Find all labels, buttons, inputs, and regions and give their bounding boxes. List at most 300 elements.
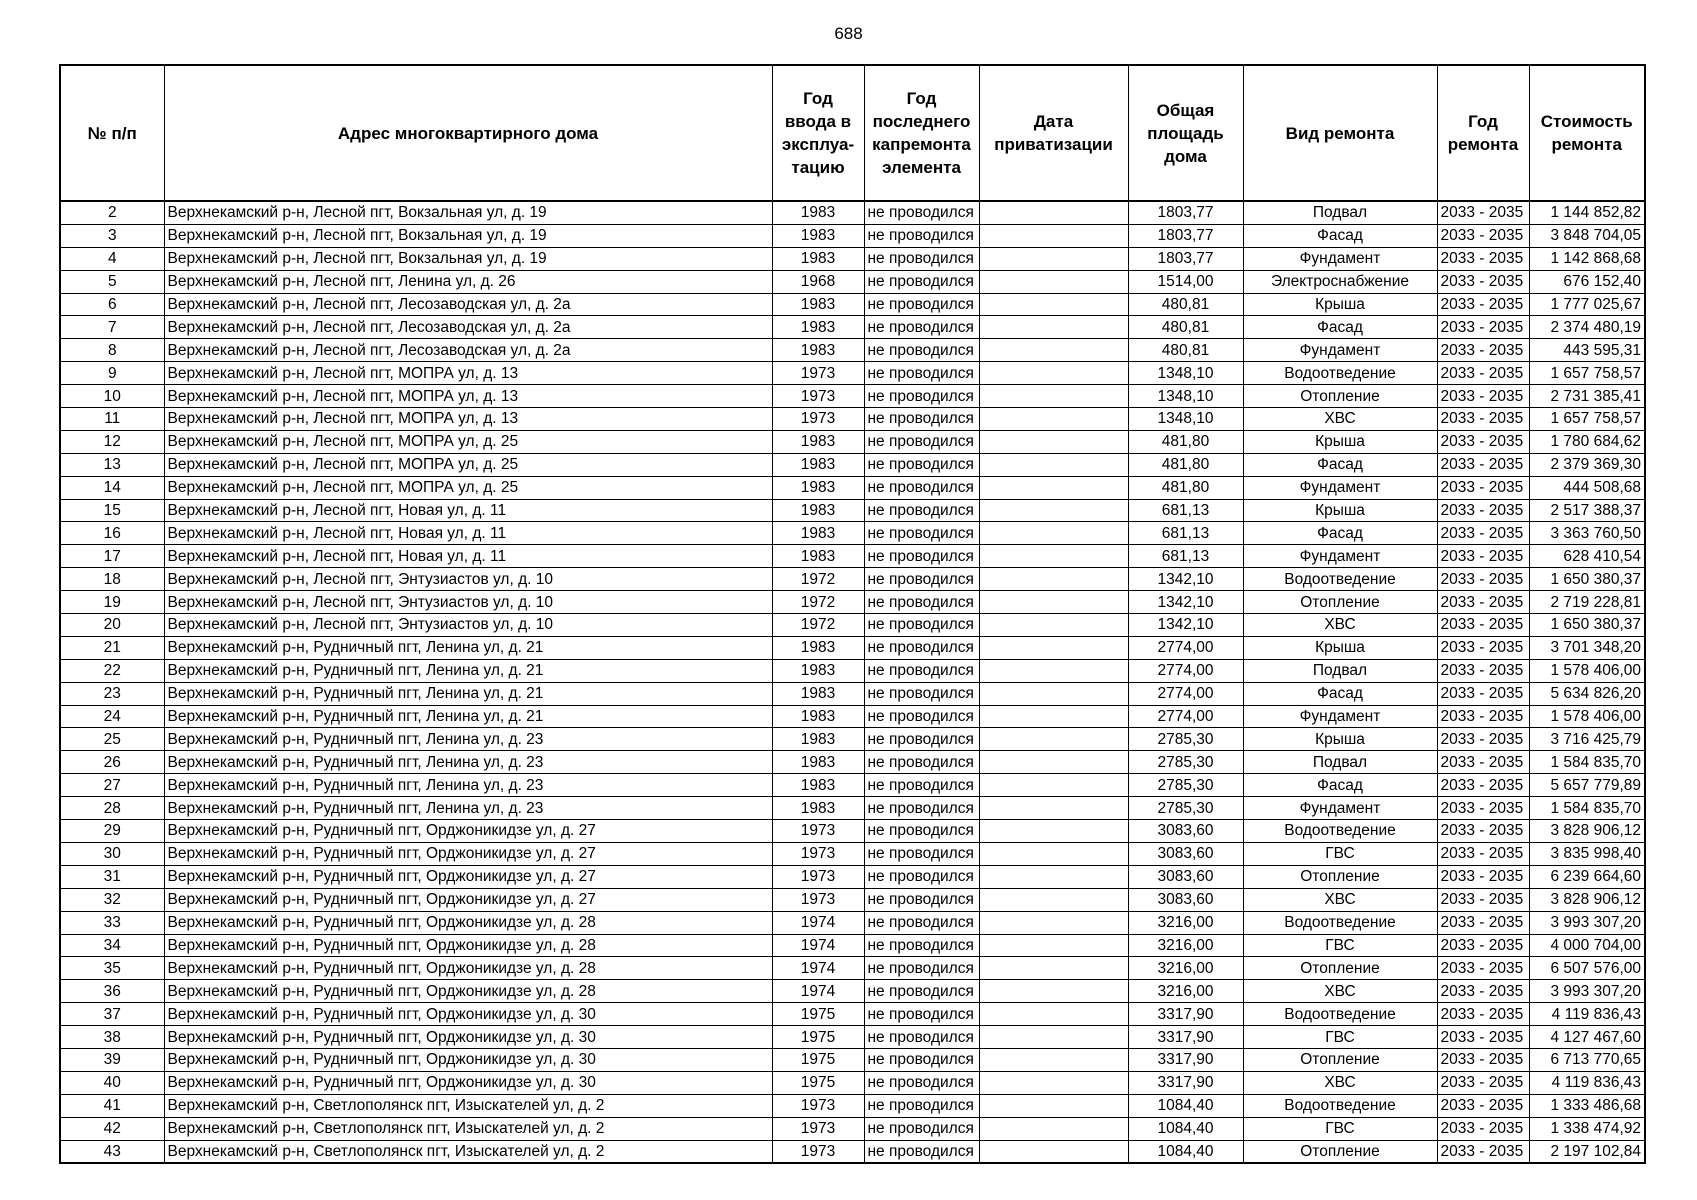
header-privatization: Дата приватизации [979, 65, 1128, 201]
cell-privatization [979, 842, 1128, 865]
cell-address: Верхнекамский р-н, Лесной пгт, Лесозаводская ул, д. 2а [164, 293, 772, 316]
cell-repair-type: Подвал [1243, 659, 1437, 682]
cell-area: 3083,60 [1128, 888, 1243, 911]
cell-num: 18 [60, 568, 164, 591]
cell-cost: 3 993 307,20 [1529, 911, 1645, 934]
cell-address: Верхнекамский р-н, Светлополянск пгт, Изыскателей ул, д. 2 [164, 1140, 772, 1163]
cell-area: 2785,30 [1128, 774, 1243, 797]
cell-num: 3 [60, 224, 164, 247]
cell-area: 2774,00 [1128, 682, 1243, 705]
cell-address: Верхнекамский р-н, Рудничный пгт, Орджоникидзе ул, д. 30 [164, 1071, 772, 1094]
table-row [60, 385, 1645, 408]
cell-area: 1803,77 [1128, 247, 1243, 270]
table-row [60, 1026, 1645, 1049]
cell-cost: 2 731 385,41 [1529, 385, 1645, 408]
cell-num: 24 [60, 705, 164, 728]
cell-area: 1348,10 [1128, 408, 1243, 431]
cell-repair-year: 2033 - 2035 [1437, 842, 1529, 865]
cell-repair-year: 2033 - 2035 [1437, 682, 1529, 705]
table-row [60, 682, 1645, 705]
header-num: № п/п [60, 65, 164, 201]
cell-area: 1348,10 [1128, 362, 1243, 385]
cell-num: 34 [60, 934, 164, 957]
cell-cost: 6 239 664,60 [1529, 865, 1645, 888]
cell-num: 38 [60, 1026, 164, 1049]
cell-area: 1342,10 [1128, 591, 1243, 614]
cell-repair-year: 2033 - 2035 [1437, 545, 1529, 568]
cell-privatization [979, 247, 1128, 270]
cell-area: 2774,00 [1128, 705, 1243, 728]
table-row [60, 888, 1645, 911]
cell-num: 12 [60, 430, 164, 453]
cell-last-repair: не проводился [864, 545, 979, 568]
cell-privatization [979, 659, 1128, 682]
table-row [60, 339, 1645, 362]
cell-privatization [979, 774, 1128, 797]
cell-repair-type: Крыша [1243, 728, 1437, 751]
cell-cost: 3 993 307,20 [1529, 980, 1645, 1003]
cell-privatization [979, 408, 1128, 431]
cell-area: 1803,77 [1128, 224, 1243, 247]
cell-privatization [979, 957, 1128, 980]
cell-num: 2 [60, 201, 164, 224]
cell-year-built: 1983 [772, 751, 864, 774]
cell-repair-year: 2033 - 2035 [1437, 453, 1529, 476]
cell-num: 39 [60, 1048, 164, 1071]
cell-repair-year: 2033 - 2035 [1437, 293, 1529, 316]
cell-address: Верхнекамский р-н, Лесной пгт, Новая ул, д. 11 [164, 499, 772, 522]
cell-cost: 3 835 998,40 [1529, 842, 1645, 865]
cell-cost: 3 828 906,12 [1529, 820, 1645, 843]
cell-repair-year: 2033 - 2035 [1437, 362, 1529, 385]
cell-repair-year: 2033 - 2035 [1437, 934, 1529, 957]
cell-area: 1342,10 [1128, 614, 1243, 637]
cell-cost: 444 508,68 [1529, 476, 1645, 499]
cell-privatization [979, 911, 1128, 934]
cell-repair-type: Отопление [1243, 957, 1437, 980]
cell-address: Верхнекамский р-н, Лесной пгт, МОПРА ул, д. 13 [164, 408, 772, 431]
cell-year-built: 1983 [772, 293, 864, 316]
cell-privatization [979, 1117, 1128, 1140]
cell-num: 40 [60, 1071, 164, 1094]
cell-repair-type: Подвал [1243, 751, 1437, 774]
cell-cost: 1 777 025,67 [1529, 293, 1645, 316]
table-row [60, 1071, 1645, 1094]
cell-last-repair: не проводился [864, 705, 979, 728]
table-row [60, 636, 1645, 659]
cell-last-repair: не проводился [864, 591, 979, 614]
cell-last-repair: не проводился [864, 682, 979, 705]
cell-area: 481,80 [1128, 453, 1243, 476]
cell-repair-type: Фундамент [1243, 797, 1437, 820]
cell-num: 13 [60, 453, 164, 476]
cell-privatization [979, 362, 1128, 385]
table-row [60, 591, 1645, 614]
cell-year-built: 1983 [772, 636, 864, 659]
cell-num: 19 [60, 591, 164, 614]
table-row [60, 476, 1645, 499]
cell-privatization [979, 1140, 1128, 1163]
cell-address: Верхнекамский р-н, Лесной пгт, Ленина ул, д. 26 [164, 270, 772, 293]
cell-repair-type: Фасад [1243, 522, 1437, 545]
cell-num: 8 [60, 339, 164, 362]
cell-cost: 1 657 758,57 [1529, 408, 1645, 431]
cell-num: 35 [60, 957, 164, 980]
cell-repair-type: Отопление [1243, 1048, 1437, 1071]
cell-privatization [979, 934, 1128, 957]
cell-address: Верхнекамский р-н, Лесной пгт, Новая ул, д. 11 [164, 545, 772, 568]
cell-area: 3216,00 [1128, 934, 1243, 957]
table-row [60, 1117, 1645, 1140]
cell-address: Верхнекамский р-н, Рудничный пгт, Орджоникидзе ул, д. 30 [164, 1048, 772, 1071]
cell-privatization [979, 591, 1128, 614]
cell-privatization [979, 1026, 1128, 1049]
cell-privatization [979, 751, 1128, 774]
table-row [60, 774, 1645, 797]
cell-repair-year: 2033 - 2035 [1437, 751, 1529, 774]
cell-year-built: 1973 [772, 888, 864, 911]
cell-repair-year: 2033 - 2035 [1437, 568, 1529, 591]
table-row [60, 453, 1645, 476]
cell-repair-type: Фасад [1243, 224, 1437, 247]
cell-repair-year: 2033 - 2035 [1437, 316, 1529, 339]
cell-cost: 1 650 380,37 [1529, 614, 1645, 637]
cell-address: Верхнекамский р-н, Лесной пгт, МОПРА ул, д. 25 [164, 453, 772, 476]
cell-repair-type: Фундамент [1243, 545, 1437, 568]
cell-year-built: 1973 [772, 385, 864, 408]
cell-repair-type: Крыша [1243, 499, 1437, 522]
cell-privatization [979, 682, 1128, 705]
cell-last-repair: не проводился [864, 201, 979, 224]
cell-num: 28 [60, 797, 164, 820]
cell-address: Верхнекамский р-н, Светлополянск пгт, Изыскателей ул, д. 2 [164, 1117, 772, 1140]
cell-cost: 2 379 369,30 [1529, 453, 1645, 476]
cell-repair-year: 2033 - 2035 [1437, 705, 1529, 728]
table-row [60, 430, 1645, 453]
cell-year-built: 1975 [772, 1003, 864, 1026]
cell-cost: 1 144 852,82 [1529, 201, 1645, 224]
cell-address: Верхнекамский р-н, Лесной пгт, Энтузиастов ул, д. 10 [164, 568, 772, 591]
cell-num: 27 [60, 774, 164, 797]
cell-repair-type: Крыша [1243, 293, 1437, 316]
cell-year-built: 1983 [772, 774, 864, 797]
cell-num: 15 [60, 499, 164, 522]
cell-year-built: 1983 [772, 522, 864, 545]
cell-area: 3083,60 [1128, 820, 1243, 843]
cell-cost: 6 713 770,65 [1529, 1048, 1645, 1071]
cell-year-built: 1974 [772, 911, 864, 934]
cell-repair-year: 2033 - 2035 [1437, 980, 1529, 1003]
cell-area: 3216,00 [1128, 911, 1243, 934]
cell-privatization [979, 522, 1128, 545]
cell-cost: 6 507 576,00 [1529, 957, 1645, 980]
page-number: 688 [834, 24, 863, 43]
cell-year-built: 1973 [772, 362, 864, 385]
cell-year-built: 1973 [772, 842, 864, 865]
cell-repair-year: 2033 - 2035 [1437, 408, 1529, 431]
cell-cost: 3 716 425,79 [1529, 728, 1645, 751]
table-row [60, 614, 1645, 637]
cell-year-built: 1973 [772, 1117, 864, 1140]
cell-last-repair: не проводился [864, 888, 979, 911]
cell-area: 480,81 [1128, 293, 1243, 316]
cell-cost: 3 363 760,50 [1529, 522, 1645, 545]
cell-repair-type: Фундамент [1243, 705, 1437, 728]
cell-privatization [979, 430, 1128, 453]
cell-cost: 1 142 868,68 [1529, 247, 1645, 270]
cell-year-built: 1973 [772, 820, 864, 843]
cell-last-repair: не проводился [864, 636, 979, 659]
cell-repair-type: Отопление [1243, 385, 1437, 408]
table-row [60, 1048, 1645, 1071]
cell-last-repair: не проводился [864, 728, 979, 751]
cell-repair-year: 2033 - 2035 [1437, 270, 1529, 293]
table-row [60, 659, 1645, 682]
table-row [60, 957, 1645, 980]
cell-privatization [979, 201, 1128, 224]
cell-year-built: 1973 [772, 408, 864, 431]
cell-address: Верхнекамский р-н, Рудничный пгт, Ленина ул, д. 21 [164, 682, 772, 705]
cell-repair-year: 2033 - 2035 [1437, 430, 1529, 453]
cell-repair-type: Отопление [1243, 1140, 1437, 1163]
cell-last-repair: не проводился [864, 499, 979, 522]
cell-repair-type: Водоотведение [1243, 820, 1437, 843]
cell-last-repair: не проводился [864, 247, 979, 270]
cell-num: 31 [60, 865, 164, 888]
cell-year-built: 1974 [772, 934, 864, 957]
cell-last-repair: не проводился [864, 614, 979, 637]
cell-area: 481,80 [1128, 476, 1243, 499]
cell-last-repair: не проводился [864, 476, 979, 499]
cell-num: 22 [60, 659, 164, 682]
cell-address: Верхнекамский р-н, Рудничный пгт, Ленина ул, д. 23 [164, 751, 772, 774]
cell-num: 32 [60, 888, 164, 911]
cell-repair-type: ГВС [1243, 1117, 1437, 1140]
cell-repair-year: 2033 - 2035 [1437, 636, 1529, 659]
cell-cost: 1 578 406,00 [1529, 705, 1645, 728]
cell-area: 3083,60 [1128, 842, 1243, 865]
table-row [60, 499, 1645, 522]
header-repair-type: Вид ремонта [1243, 65, 1437, 201]
cell-num: 37 [60, 1003, 164, 1026]
cell-last-repair: не проводился [864, 659, 979, 682]
cell-area: 3216,00 [1128, 957, 1243, 980]
cell-cost: 3 848 704,05 [1529, 224, 1645, 247]
cell-year-built: 1983 [772, 316, 864, 339]
cell-cost: 4 000 704,00 [1529, 934, 1645, 957]
cell-cost: 5 634 826,20 [1529, 682, 1645, 705]
cell-num: 29 [60, 820, 164, 843]
cell-num: 42 [60, 1117, 164, 1140]
cell-repair-type: ХВС [1243, 1071, 1437, 1094]
table-row [60, 1140, 1645, 1163]
table-row [60, 820, 1645, 843]
cell-year-built: 1974 [772, 957, 864, 980]
table-row [60, 751, 1645, 774]
cell-repair-type: ХВС [1243, 888, 1437, 911]
cell-repair-type: Фундамент [1243, 247, 1437, 270]
cell-year-built: 1972 [772, 568, 864, 591]
header-cost: Стоимость ремонта [1529, 65, 1645, 201]
cell-last-repair: не проводился [864, 1048, 979, 1071]
cell-last-repair: не проводился [864, 1140, 979, 1163]
cell-year-built: 1972 [772, 591, 864, 614]
cell-repair-year: 2033 - 2035 [1437, 1071, 1529, 1094]
table-row [60, 316, 1645, 339]
cell-area: 3083,60 [1128, 865, 1243, 888]
cell-repair-type: Водоотведение [1243, 362, 1437, 385]
table-row [60, 1003, 1645, 1026]
cell-area: 1348,10 [1128, 385, 1243, 408]
cell-repair-type: Электроснабжение [1243, 270, 1437, 293]
repair-table [59, 64, 1646, 1164]
cell-num: 7 [60, 316, 164, 339]
cell-area: 2774,00 [1128, 636, 1243, 659]
cell-repair-type: ГВС [1243, 934, 1437, 957]
cell-last-repair: не проводился [864, 453, 979, 476]
cell-num: 23 [60, 682, 164, 705]
cell-privatization [979, 1048, 1128, 1071]
cell-cost: 1 338 474,92 [1529, 1117, 1645, 1140]
header-area: Общая площадь дома [1128, 65, 1243, 201]
cell-address: Верхнекамский р-н, Светлополянск пгт, Изыскателей ул, д. 2 [164, 1094, 772, 1117]
cell-privatization [979, 1094, 1128, 1117]
cell-repair-year: 2033 - 2035 [1437, 659, 1529, 682]
cell-area: 681,13 [1128, 545, 1243, 568]
cell-repair-year: 2033 - 2035 [1437, 224, 1529, 247]
cell-cost: 1 584 835,70 [1529, 797, 1645, 820]
cell-privatization [979, 636, 1128, 659]
cell-address: Верхнекамский р-н, Рудничный пгт, Орджоникидзе ул, д. 27 [164, 820, 772, 843]
cell-privatization [979, 1003, 1128, 1026]
cell-repair-year: 2033 - 2035 [1437, 591, 1529, 614]
table-row [60, 293, 1645, 316]
cell-year-built: 1973 [772, 865, 864, 888]
cell-year-built: 1983 [772, 705, 864, 728]
cell-area: 3317,90 [1128, 1026, 1243, 1049]
cell-year-built: 1975 [772, 1026, 864, 1049]
cell-area: 1342,10 [1128, 568, 1243, 591]
cell-address: Верхнекамский р-н, Лесной пгт, Энтузиастов ул, д. 10 [164, 614, 772, 637]
cell-area: 1084,40 [1128, 1140, 1243, 1163]
table-row [60, 201, 1645, 224]
cell-last-repair: не проводился [864, 1117, 979, 1140]
cell-cost: 3 828 906,12 [1529, 888, 1645, 911]
cell-year-built: 1983 [772, 224, 864, 247]
cell-num: 43 [60, 1140, 164, 1163]
header-last-repair: Год последнего капремонта элемента [864, 65, 979, 201]
cell-num: 16 [60, 522, 164, 545]
cell-num: 17 [60, 545, 164, 568]
cell-repair-year: 2033 - 2035 [1437, 499, 1529, 522]
cell-repair-year: 2033 - 2035 [1437, 339, 1529, 362]
cell-cost: 1 657 758,57 [1529, 362, 1645, 385]
cell-address: Верхнекамский р-н, Рудничный пгт, Орджоникидзе ул, д. 28 [164, 980, 772, 1003]
cell-privatization [979, 385, 1128, 408]
table-row [60, 797, 1645, 820]
cell-area: 480,81 [1128, 316, 1243, 339]
cell-privatization [979, 614, 1128, 637]
cell-repair-type: ГВС [1243, 842, 1437, 865]
cell-year-built: 1974 [772, 980, 864, 1003]
table-row [60, 911, 1645, 934]
cell-repair-type: Водоотведение [1243, 911, 1437, 934]
cell-repair-year: 2033 - 2035 [1437, 1094, 1529, 1117]
header-address: Адрес многоквартирного дома [164, 65, 772, 201]
cell-area: 2774,00 [1128, 659, 1243, 682]
table-row [60, 842, 1645, 865]
cell-num: 11 [60, 408, 164, 431]
cell-privatization [979, 728, 1128, 751]
cell-address: Верхнекамский р-н, Лесной пгт, МОПРА ул, д. 25 [164, 476, 772, 499]
cell-year-built: 1983 [772, 499, 864, 522]
cell-last-repair: не проводился [864, 339, 979, 362]
cell-cost: 1 780 684,62 [1529, 430, 1645, 453]
cell-repair-year: 2033 - 2035 [1437, 1140, 1529, 1163]
cell-repair-year: 2033 - 2035 [1437, 1048, 1529, 1071]
cell-year-built: 1983 [772, 659, 864, 682]
cell-last-repair: не проводился [864, 751, 979, 774]
table-row [60, 545, 1645, 568]
cell-address: Верхнекамский р-н, Рудничный пгт, Орджоникидзе ул, д. 30 [164, 1003, 772, 1026]
cell-cost: 443 595,31 [1529, 339, 1645, 362]
table-row [60, 980, 1645, 1003]
cell-privatization [979, 545, 1128, 568]
cell-address: Верхнекамский р-н, Рудничный пгт, Ленина ул, д. 23 [164, 774, 772, 797]
table-row [60, 362, 1645, 385]
cell-privatization [979, 865, 1128, 888]
cell-privatization [979, 568, 1128, 591]
cell-repair-type: ХВС [1243, 980, 1437, 1003]
cell-num: 21 [60, 636, 164, 659]
cell-area: 3317,90 [1128, 1071, 1243, 1094]
cell-repair-type: Подвал [1243, 201, 1437, 224]
cell-privatization [979, 980, 1128, 1003]
cell-repair-year: 2033 - 2035 [1437, 522, 1529, 545]
cell-year-built: 1975 [772, 1048, 864, 1071]
cell-area: 681,13 [1128, 499, 1243, 522]
cell-address: Верхнекамский р-н, Рудничный пгт, Ленина ул, д. 21 [164, 636, 772, 659]
cell-repair-type: Отопление [1243, 591, 1437, 614]
cell-last-repair: не проводился [864, 934, 979, 957]
cell-last-repair: не проводился [864, 1094, 979, 1117]
cell-repair-year: 2033 - 2035 [1437, 728, 1529, 751]
cell-area: 481,80 [1128, 430, 1243, 453]
cell-area: 2785,30 [1128, 797, 1243, 820]
cell-repair-type: ГВС [1243, 1026, 1437, 1049]
cell-address: Верхнекамский р-н, Рудничный пгт, Ленина ул, д. 23 [164, 797, 772, 820]
cell-privatization [979, 224, 1128, 247]
cell-repair-year: 2033 - 2035 [1437, 476, 1529, 499]
cell-area: 2785,30 [1128, 751, 1243, 774]
cell-area: 681,13 [1128, 522, 1243, 545]
cell-num: 4 [60, 247, 164, 270]
cell-num: 9 [60, 362, 164, 385]
table-row [60, 408, 1645, 431]
cell-cost: 676 152,40 [1529, 270, 1645, 293]
cell-area: 1084,40 [1128, 1094, 1243, 1117]
cell-address: Верхнекамский р-н, Рудничный пгт, Орджоникидзе ул, д. 27 [164, 865, 772, 888]
cell-last-repair: не проводился [864, 1003, 979, 1026]
cell-last-repair: не проводился [864, 1026, 979, 1049]
cell-repair-type: Фасад [1243, 774, 1437, 797]
cell-num: 30 [60, 842, 164, 865]
cell-cost: 2 719 228,81 [1529, 591, 1645, 614]
cell-address: Верхнекамский р-н, Лесной пгт, МОПРА ул, д. 25 [164, 430, 772, 453]
cell-privatization [979, 499, 1128, 522]
cell-num: 20 [60, 614, 164, 637]
cell-year-built: 1975 [772, 1071, 864, 1094]
